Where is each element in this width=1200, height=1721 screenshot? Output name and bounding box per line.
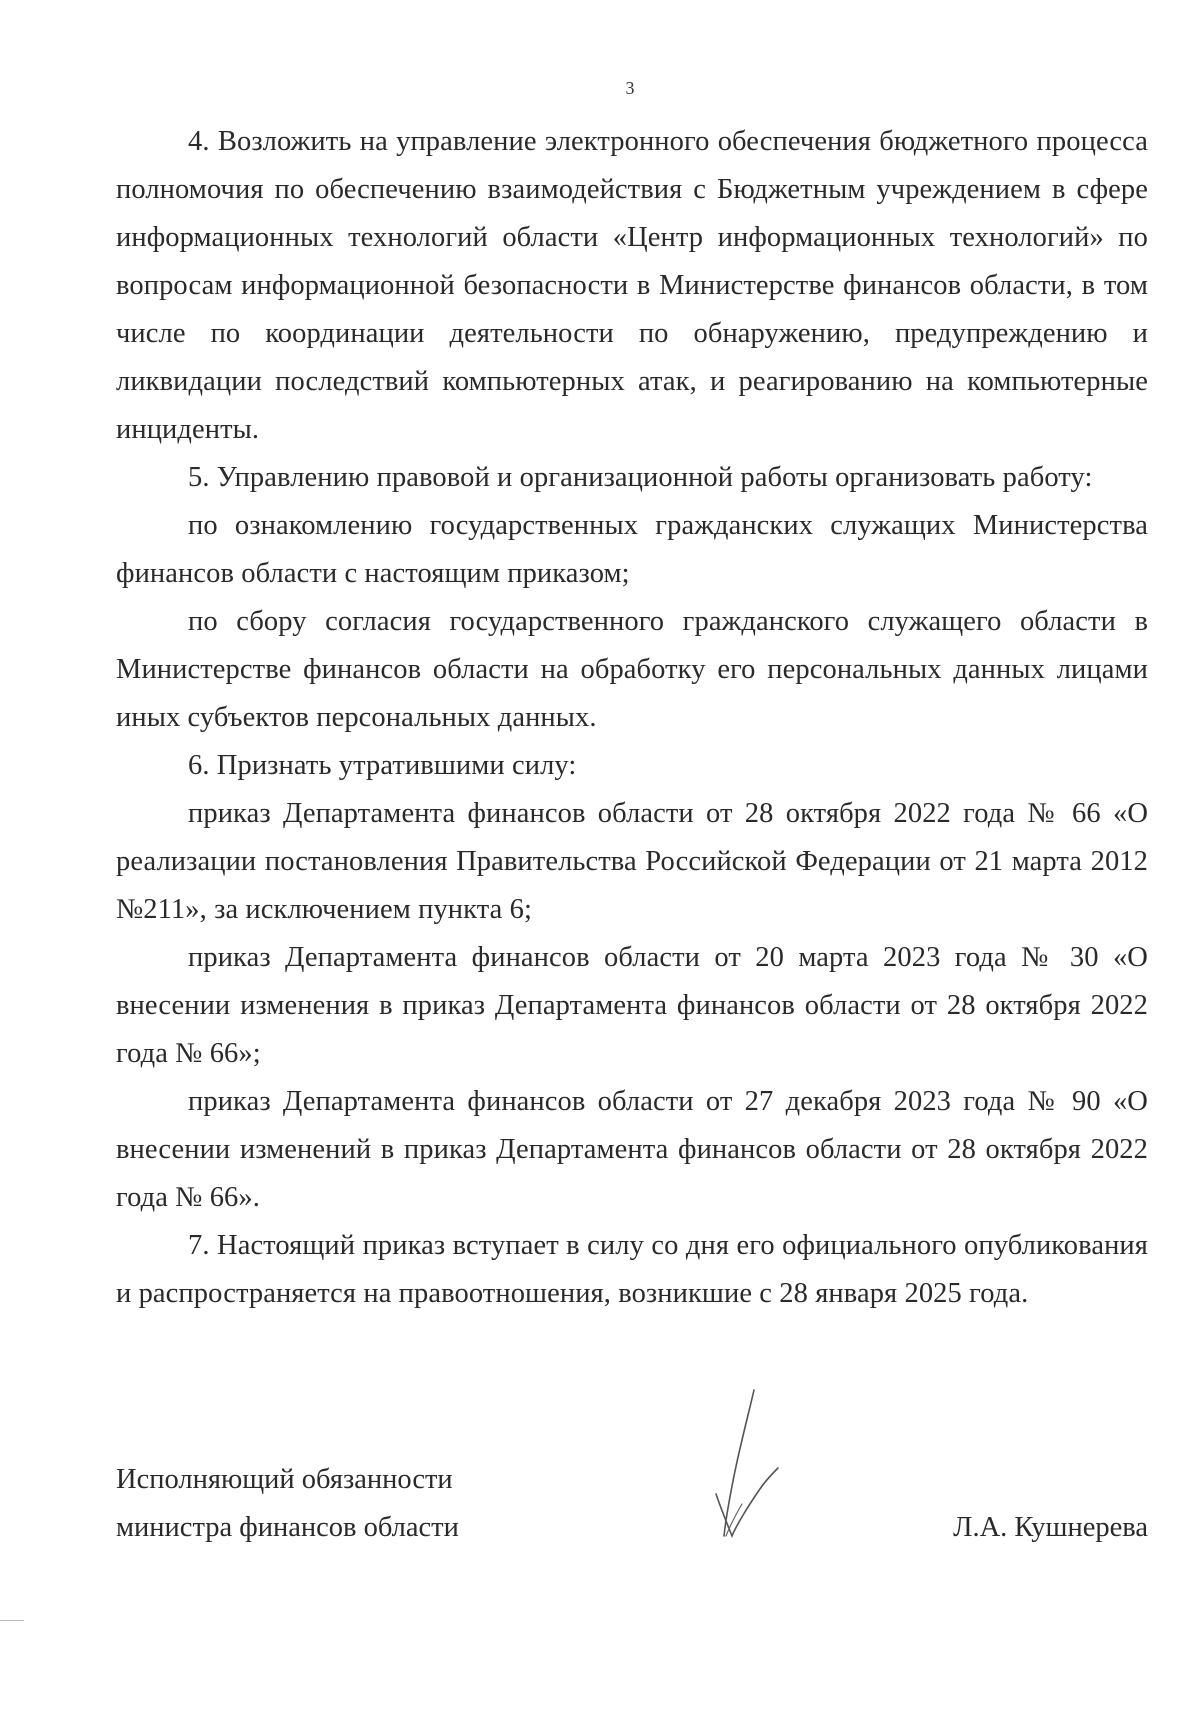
- paragraph-item-7: 7. Настоящий приказ вступает в силу со дня его официального опубликования и распространяется на правоотношения, возникшие с 28 января 2025 года.: [116, 1230, 1148, 1309]
- scan-edge-mark: [0, 1620, 24, 1621]
- paragraph-item-5: 5. Управлению правовой и организационной работы организовать работу:: [188, 462, 1093, 493]
- handwritten-signature: [696, 1386, 796, 1546]
- signatory-title: [116, 1456, 536, 1552]
- paragraph-item-4: 4. Возложить на управление электронного обеспечения бюджетного процесса полномочия по обеспечению взаимодействия с Бюджетным учреждением в сфере информационных технологий области «Центр информационных технологий» по вопросам информационной безопасности в Министерстве финансов области, в том числе по координации деятельности по обнаружению, предупреждению и ликвидации последствий компьютерных атак, и реагированию на компьютерные инциденты.: [116, 126, 1148, 445]
- signatory-title-line-1: Исполняющий обязанности: [116, 1464, 453, 1495]
- paragraph-item-5-1: по ознакомлению государственных гражданских служащих Министерства финансов области с настоящим приказом;: [116, 510, 1148, 589]
- signature-block: [116, 1456, 1148, 1576]
- paragraph-item-6: 6. Признать утратившими силу:: [188, 750, 577, 781]
- signatory-name: Л.А. Кушнерева: [953, 1512, 1148, 1543]
- paragraph-item-6-2: приказ Департамента финансов области от 20 марта 2023 года № 30 «О внесении изменения в приказ Департамента финансов области от 28 октября 2022 года № 66»;: [116, 942, 1148, 1069]
- document-body: [116, 118, 1148, 1318]
- signatory-title-line-2: министра финансов области: [116, 1512, 459, 1543]
- page-number: 3: [625, 78, 635, 98]
- paragraph-item-5-2: по сбору согласия государственного гражданского служащего области в Министерстве финансов области на обработку его персональных данных лицами иных субъектов персональных данных.: [116, 606, 1148, 733]
- paragraph-item-6-1: приказ Департамента финансов области от 28 октября 2022 года № 66 «О реализации постановления Правительства Российской Федерации от 21 марта 2012 №211», за исключением пункта 6;: [116, 798, 1148, 925]
- paragraph-item-6-3: приказ Департамента финансов области от 27 декабря 2023 года № 90 «О внесении изменений в приказ Департамента финансов области от 28 октября 2022 года № 66».: [116, 1086, 1148, 1213]
